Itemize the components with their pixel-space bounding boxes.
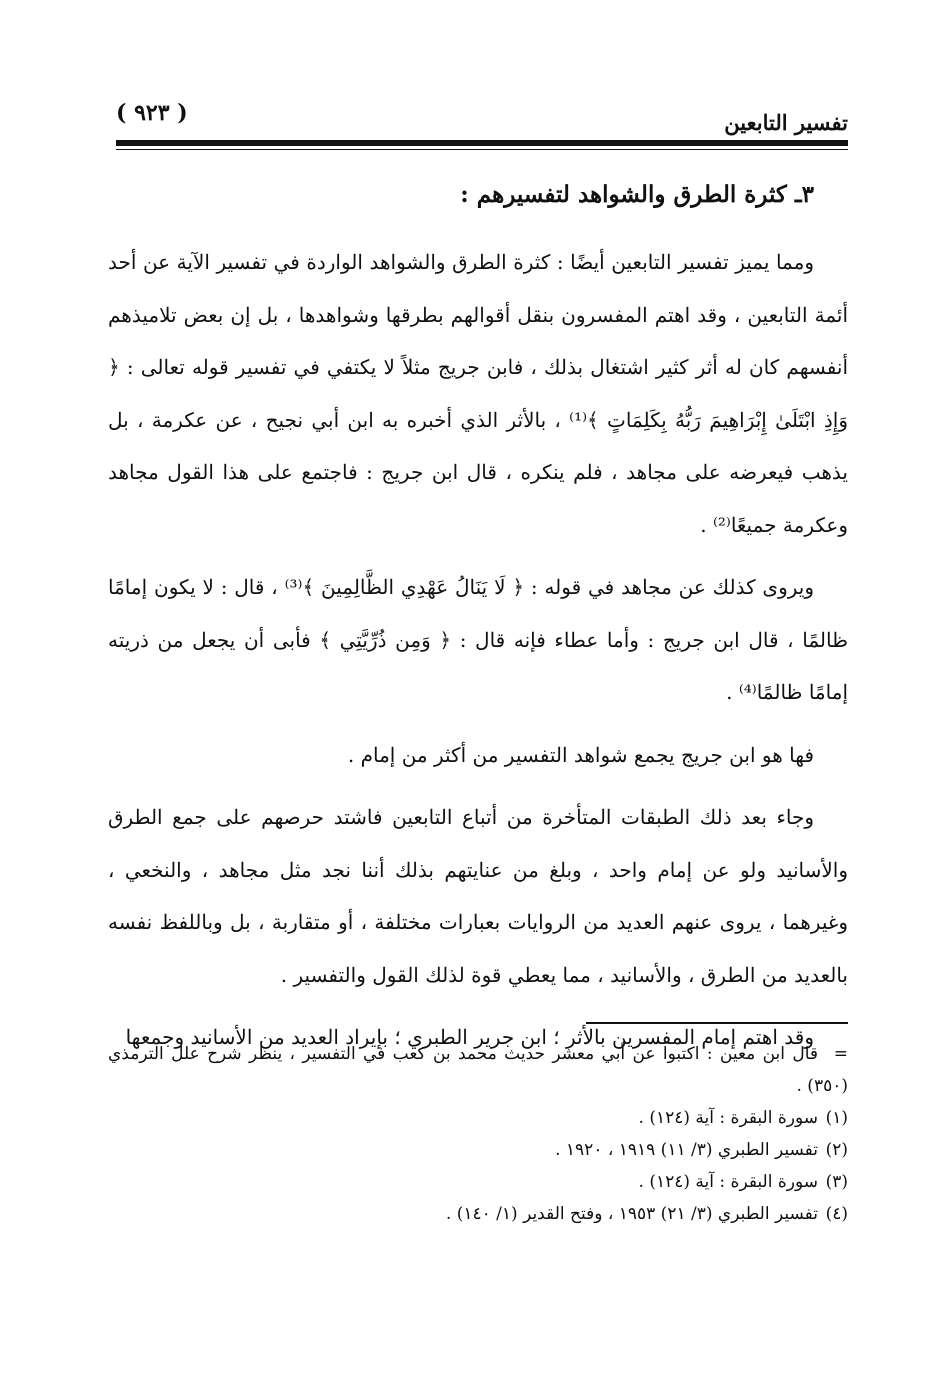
paragraph-2: ويروى كذلك عن مجاهد في قوله : ﴿ لَا يَنَالُ عَهْدِي الظَّالِمِينَ ﴾⁽³⁾ ، قال : لا يكون إمامًا ظالمًا ، قال ابن جريج : وأما عطاء فإنه قال : ﴿ وَمِن ذُرِّيَّتِي ﴾ فأبى أن يجعل من ذريته إمامًا ظالمًا⁽⁴⁾ . <box>108 575 848 704</box>
header-rule-thin <box>116 149 848 150</box>
paragraph-5: وقد اهتم إمام المفسرين بالأثر ؛ ابن جرير الطبري ؛ بإيراد العديد من الأسانيد وجمعها <box>125 1025 814 1049</box>
running-title: تفسير التابعين <box>724 110 848 135</box>
section-heading: ٣ـ كثرة الطرق والشواهد لتفسيرهم : <box>460 181 814 208</box>
footnote-3 <box>108 1166 848 1198</box>
footnote-marker: (٤) <box>825 1204 848 1224</box>
paragraph-3: فها هو ابن جريج يجمع شواهد التفسير من أكثر من إمام . <box>347 742 814 767</box>
footnote-4 <box>108 1198 848 1230</box>
footnote-2 <box>108 1134 848 1166</box>
page-header <box>108 96 848 136</box>
paragraph-4: وجاء بعد ذلك الطبقات المتأخرة من أتباع التابعين فاشتد حرصهم على جمع الطرق والأسانيد ولو عن إمام واحد ، وبلغ من عنايتهم بذلك أننا نجد مثل مجاهد ، والنخعي ، وغيرهما ، يروى عنهم العديد من الروايات بعبارات مختلفة ، أو متقاربة ، بل وباللفظ نفسه بالعديد من الطرق ، والأسانيد ، مما يعطي قوة لذلك القول والتفسير . <box>108 805 848 987</box>
footnote-marker: (٣) <box>825 1172 848 1192</box>
footnote-separator <box>586 1022 848 1024</box>
footnote-text: تفسير الطبري (٣/ ١١) ١٩١٩ ، ١٩٢٠ . <box>555 1140 818 1160</box>
footnote-marker: (١) <box>825 1108 848 1128</box>
footnote-text: سورة البقرة : آية (١٢٤) . <box>638 1108 818 1128</box>
footnote-text: سورة البقرة : آية (١٢٤) . <box>638 1172 818 1192</box>
header-rule-thick <box>116 140 848 146</box>
page-number: ( ٩٢٣ ) <box>116 100 188 126</box>
footnote-continuation-marker: = <box>833 1044 848 1064</box>
footnote-1 <box>108 1102 848 1134</box>
main-content <box>108 172 848 1074</box>
paragraph-1: ومما يميز تفسير التابعين أيضًا : كثرة الطرق والشواهد الواردة في تفسير الآية عن أحد أئمة التابعين ، وقد اهتم المفسرون بنقل أقوالهم بطرقها وشواهدها ، بل إن بعض تلاميذهم أنفسهم كان له أثر كثير اشتغال بذلك ، فابن جريج مثلاً لا يكتفي في تفسير قوله تعالى : ﴿ وَإِذِ ابْتَلَىٰ إِبْرَاهِيمَ رَبُّهُ بِكَلِمَاتٍ ﴾⁽¹⁾ ، بالأثر الذي أخبره به ابن أبي نجيح ، عن عكرمة ، بل يذهب فيعرضه على مجاهد ، فلم ينكره ، قال ابن جريج : فاجتمع على هذا القول مجاهد وعكرمة جميعًا⁽²⁾ . <box>108 250 849 537</box>
footnotes <box>108 1038 848 1230</box>
footnote-continuation <box>108 1038 848 1102</box>
footnote-text: تفسير الطبري (٣/ ٢١) ١٩٥٣ ، وفتح القدير (١/ ١٤٠) . <box>445 1204 818 1224</box>
footnote-continuation-text: قال ابن معين : اكتبوا عن أبي معشر حديث محمد بن كعب في التفسير ، ينظر شرح علل الترمذي (٣٥٠) . <box>108 1044 848 1096</box>
footnote-marker: (٢) <box>825 1140 848 1160</box>
